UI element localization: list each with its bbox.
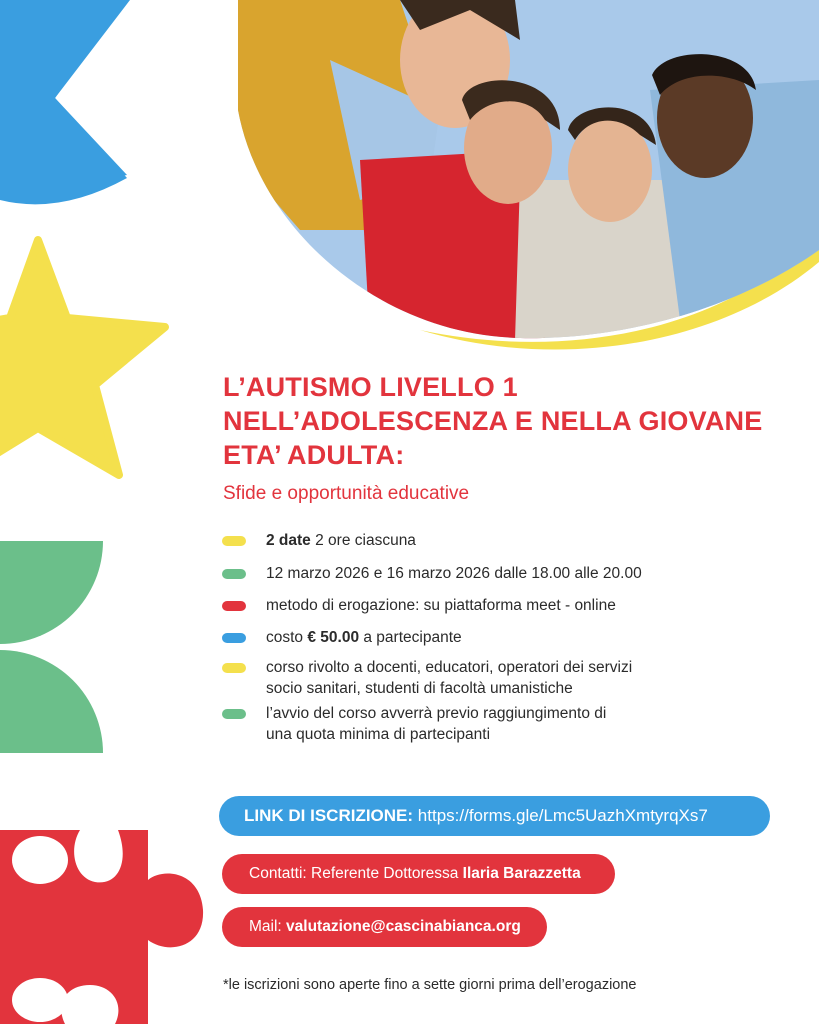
list-item-text: 2 date 2 ore ciascuna — [266, 532, 416, 549]
yellow-bullet-icon — [222, 536, 246, 546]
title-line-1: L’AUTISMO LIVELLO 1 — [223, 372, 518, 402]
list-item-text: metodo di erogazione: su piattaforma meet - online — [266, 597, 616, 614]
blue-bullet-icon — [222, 633, 246, 643]
list-item-text: 12 marzo 2026 e 16 marzo 2026 dalle 18.00 alle 20.00 — [266, 565, 642, 582]
green-bullet-icon — [222, 569, 246, 579]
yellow-bullet-icon — [222, 663, 246, 673]
green-bullet-icon — [222, 709, 246, 719]
list-item-text: costo € 50.00 a partecipante — [266, 629, 462, 646]
list-item-text-line-2: una quota minima di partecipanti — [266, 726, 491, 743]
registration-link-url[interactable]: https://forms.gle/Lmc5UazhXmtyrqXs7 — [417, 806, 708, 825]
group-photo — [0, 0, 819, 360]
list-item-text-line-1: corso rivolto a docenti, educatori, operatori dei servizi — [266, 659, 633, 676]
registration-link-label: LINK DI ISCRIZIONE: — [244, 806, 414, 825]
course-title — [223, 370, 762, 472]
mail-pill[interactable] — [222, 907, 547, 947]
list-item-text-line-1: l’avvio del corso avverrà previo raggiungimento di — [266, 705, 607, 722]
contact-name: Ilaria Barazzetta — [462, 865, 581, 882]
list-item-text-line-2: socio sanitari, studenti di facoltà umanistiche — [266, 680, 573, 697]
registration-footnote: *le iscrizioni sono aperte fino a sette giorni prima dell’erogazione — [223, 977, 637, 993]
contact-prefix: Contatti: Referente Dottoressa — [249, 865, 463, 882]
mail-address[interactable]: valutazione@cascinabianca.org — [286, 918, 521, 935]
title-line-2: NELL’ADOLESCENZA E NELLA GIOVANE — [223, 406, 763, 436]
green-half-circle-top — [0, 541, 103, 644]
title-line-3: ETA’ ADULTA: — [223, 440, 405, 470]
green-half-circle-bottom — [0, 650, 103, 753]
contact-pill — [222, 854, 615, 894]
course-subtitle: Sfide e opportunità educative — [223, 483, 470, 504]
mail-prefix: Mail: — [249, 918, 287, 935]
registration-link[interactable] — [219, 796, 770, 836]
red-bullet-icon — [222, 601, 246, 611]
